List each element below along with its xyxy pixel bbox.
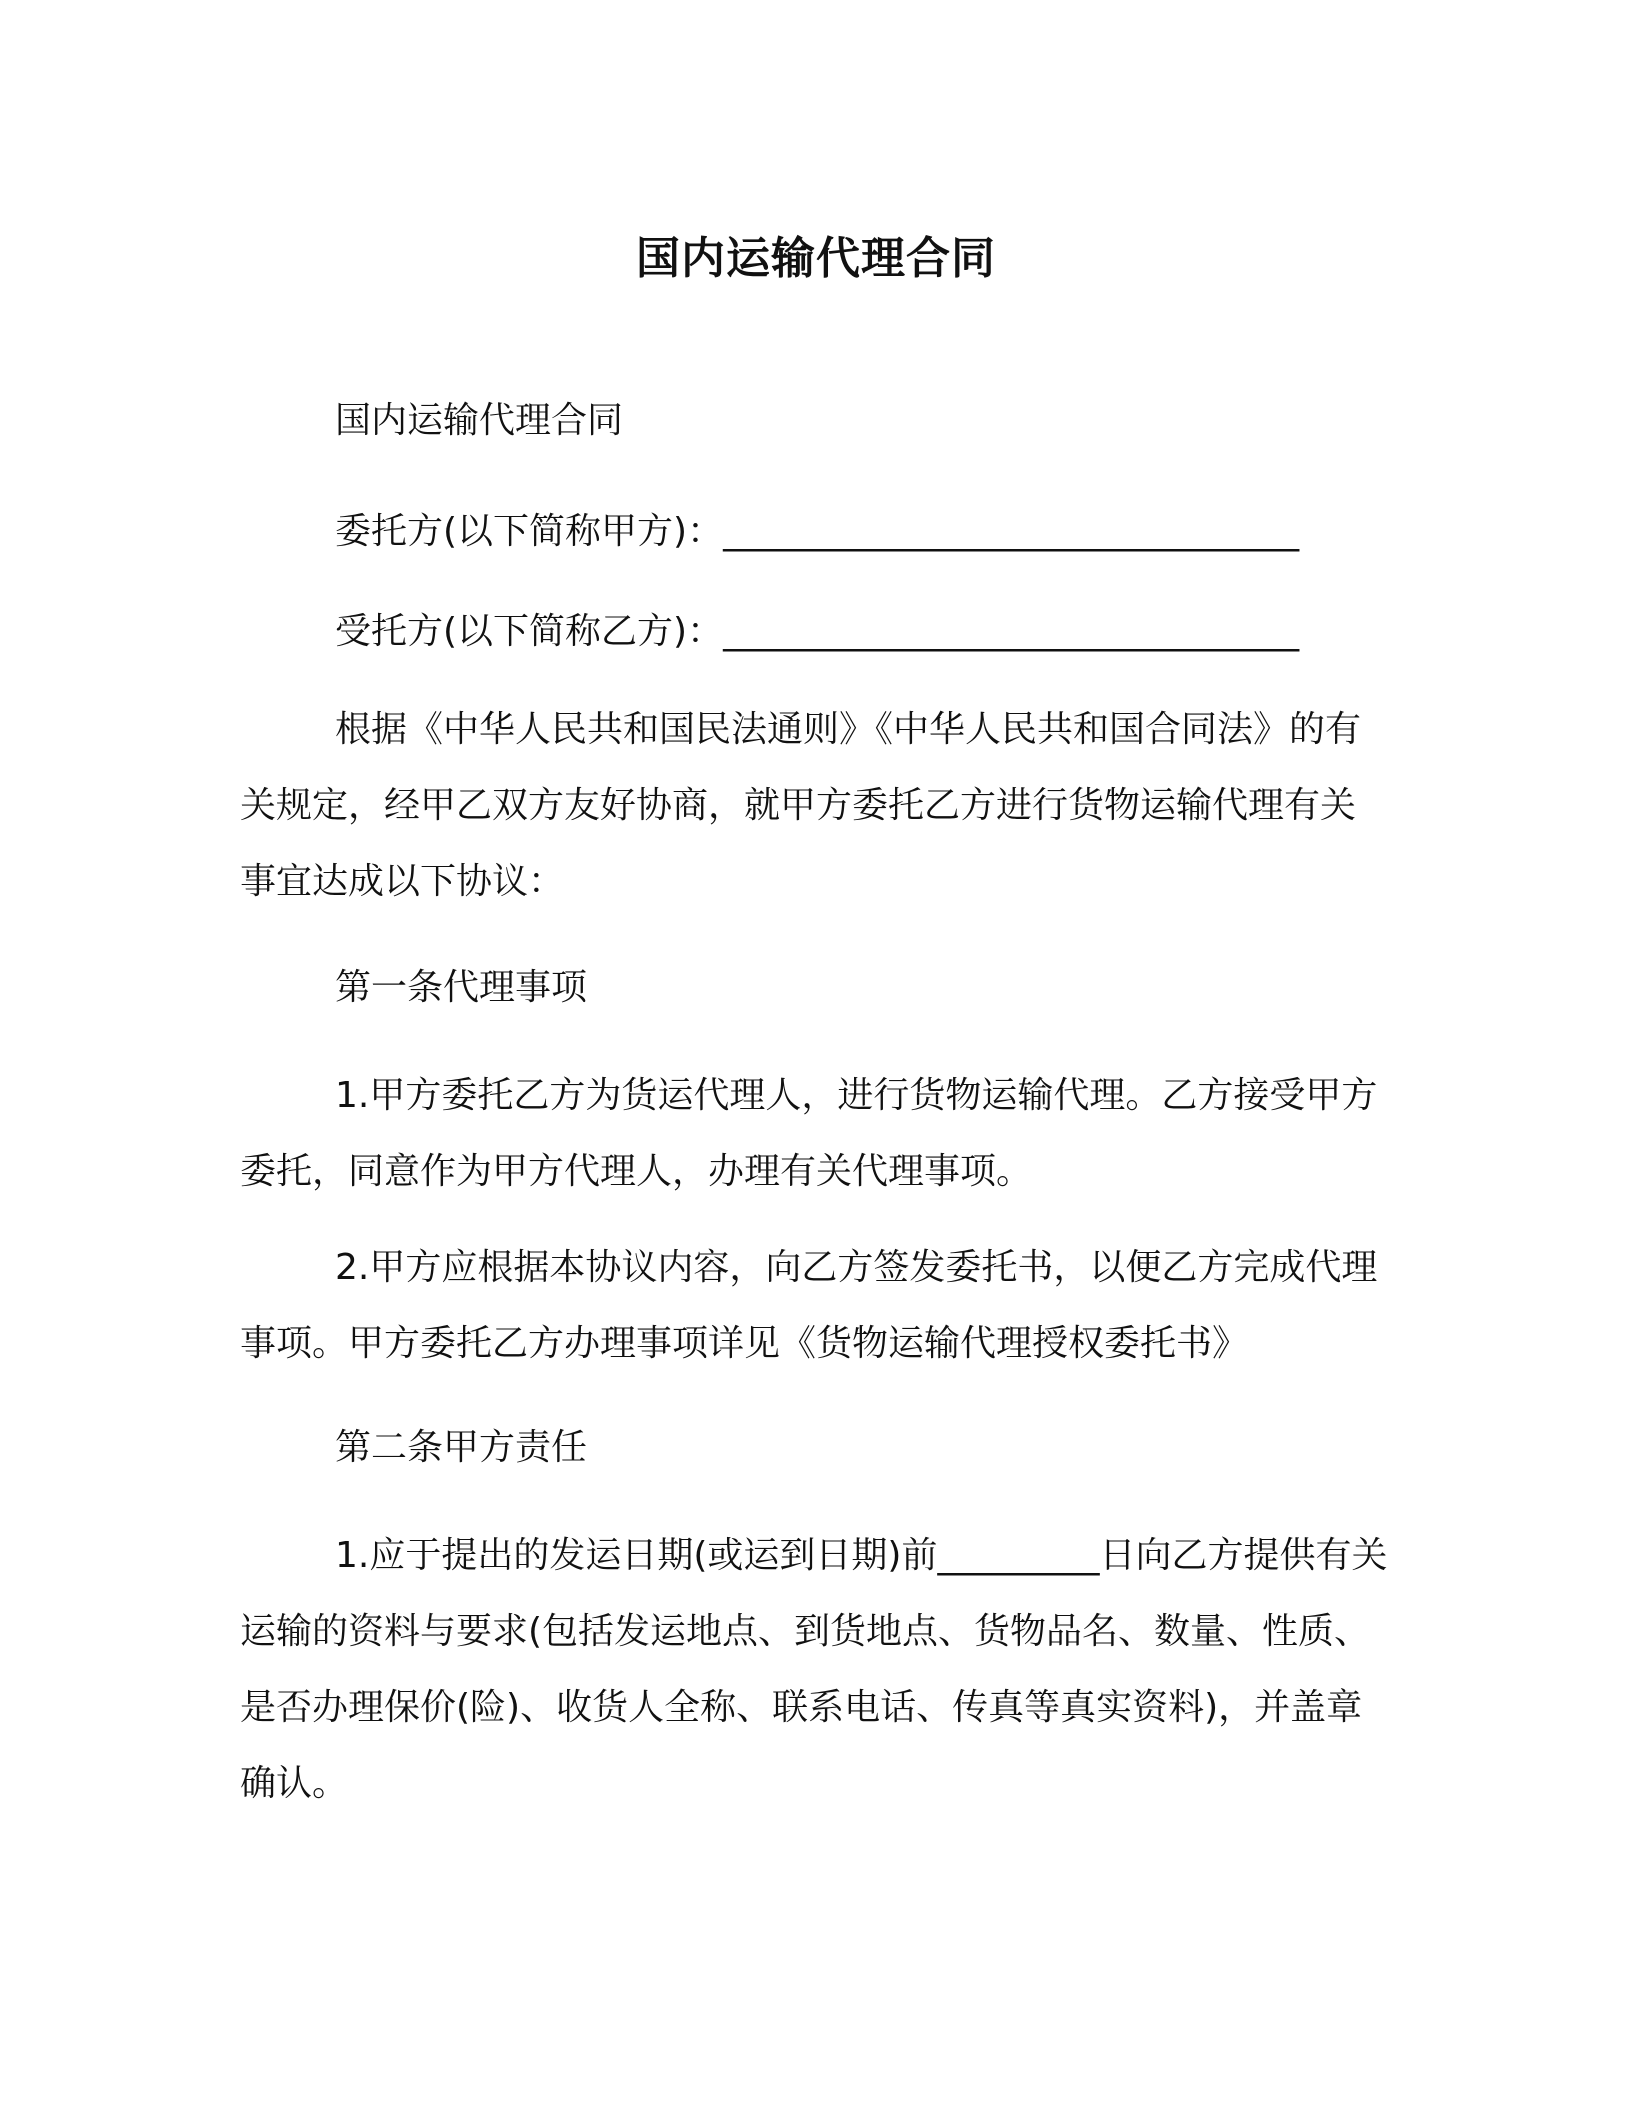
article-2-item-1: 1.应于提出的发运日期(或运到日期)前_________日向乙方提供有关运输的资料与要求(包括发运地点、到货地点、货物品名、数量、性质、是否办理保价(险)、收货人全称、联系电话、传真等真实资料)，并盖章确认。 xyxy=(240,1535,1388,1804)
preamble-paragraph: 根据《中华人民共和国民法通则》《中华人民共和国合同法》的有关规定，经甲乙双方友好协商，就甲方委托乙方进行货物运输代理有关事宜达成以下协议： xyxy=(240,709,1362,902)
article-2-heading: 第二条甲方责任 xyxy=(335,1427,588,1468)
article-1-heading: 第一条代理事项 xyxy=(335,967,588,1008)
article-1-item-2: 2.甲方应根据本协议内容，向乙方签发委托书，以便乙方完成代理事项。甲方委托乙方办理事项详见《货物运输代理授权委托书》 xyxy=(240,1247,1378,1364)
document-subtitle: 国内运输代理合同 xyxy=(335,400,624,441)
party-a-line: 委托方(以下简称甲方)：________________________________ xyxy=(335,511,1300,552)
party-b-line: 受托方(以下简称乙方)：________________________________ xyxy=(335,611,1300,652)
article-1-item-1: 1.甲方委托乙方为货运代理人，进行货物运输代理。乙方接受甲方委托，同意作为甲方代理人，办理有关代理事项。 xyxy=(240,1075,1378,1192)
document-title: 国内运输代理合同 xyxy=(636,233,996,284)
